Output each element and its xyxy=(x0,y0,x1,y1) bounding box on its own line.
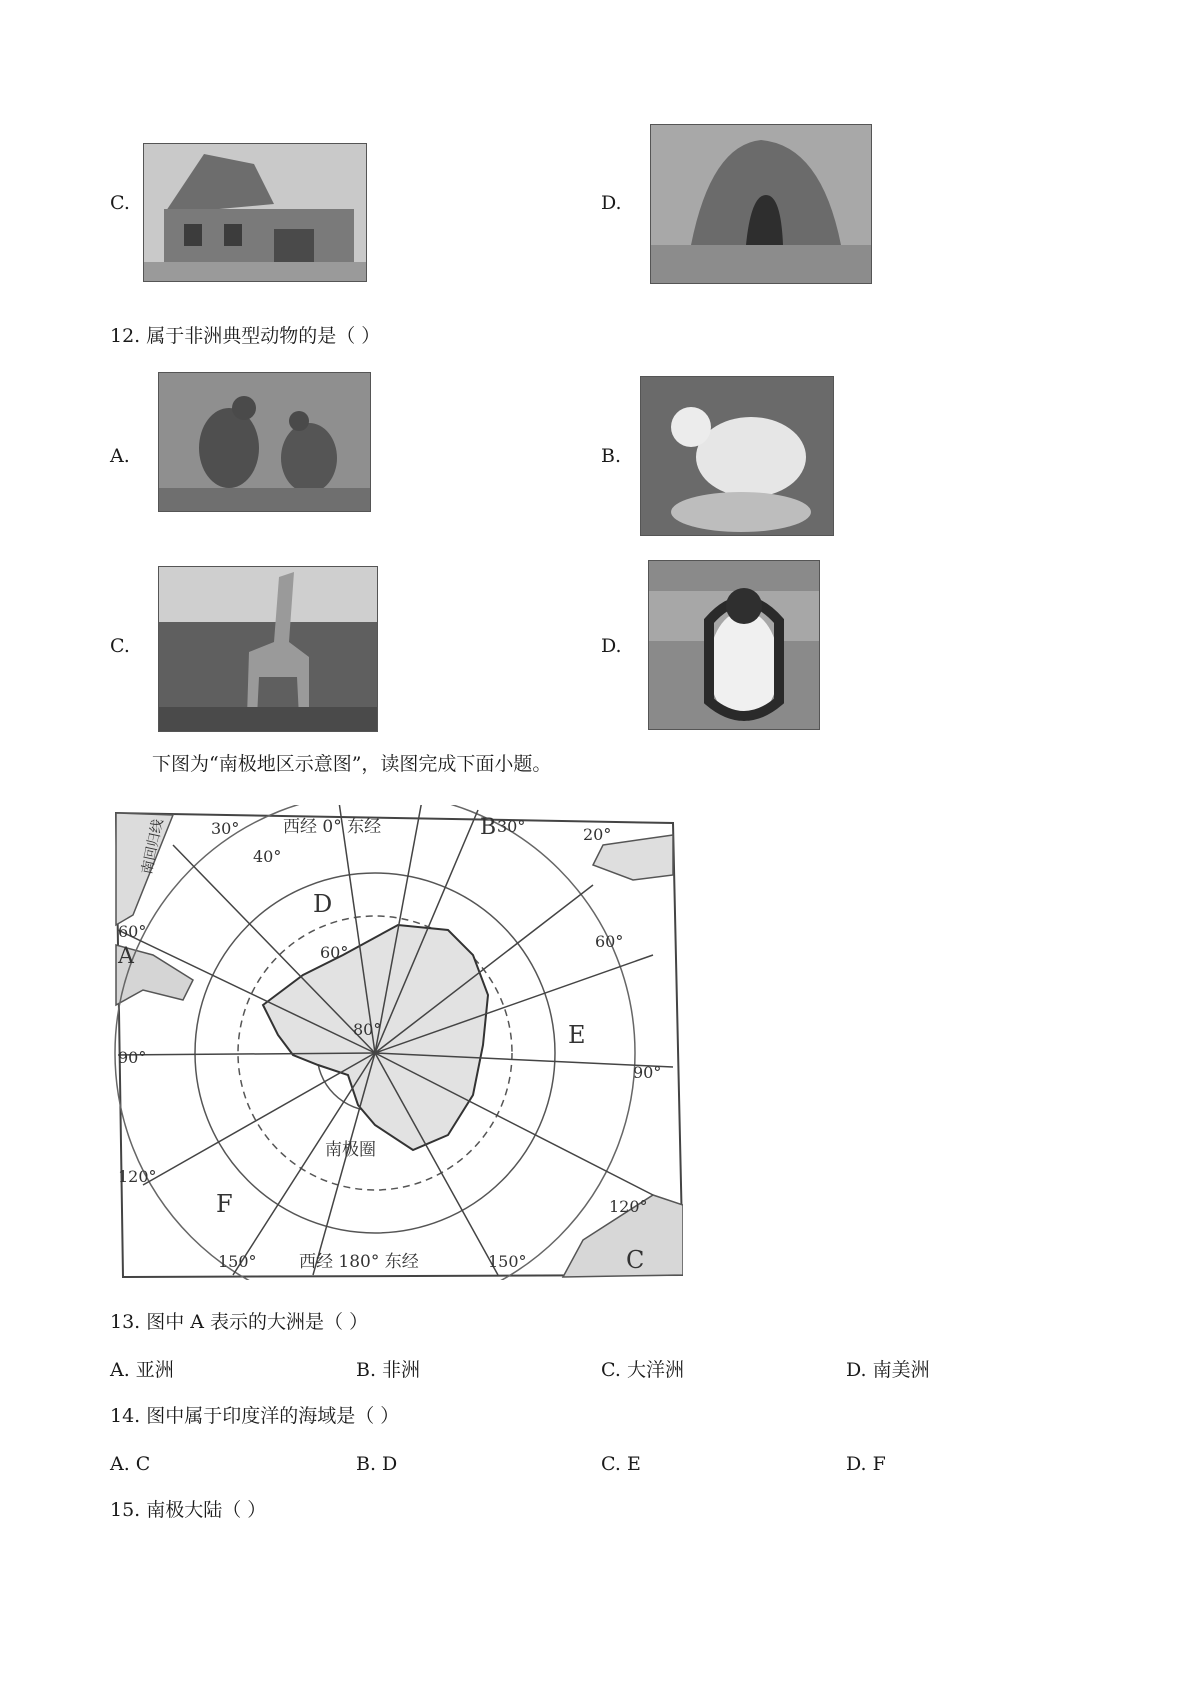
label-E: E xyxy=(568,1021,586,1049)
deg-60-top-label: 60° xyxy=(320,943,349,962)
deg-30-left-label: 30° xyxy=(211,819,240,838)
q12-option-a-kangaroo-image xyxy=(158,372,371,512)
q13-option-a: A. 亚洲 xyxy=(110,1359,174,1381)
label-F: F xyxy=(216,1190,233,1218)
label-B: B xyxy=(480,815,497,840)
label-D: D xyxy=(313,890,333,918)
deg-80-label: 80° xyxy=(353,1020,382,1039)
q12-option-b-polar-bear-image xyxy=(640,376,834,536)
antarctica-map xyxy=(113,805,683,1280)
q11-option-c-label: C. xyxy=(110,192,130,214)
deg-20-label: 20° xyxy=(583,825,612,844)
tropic-label: 南回归线 xyxy=(139,817,167,876)
deg-120-left-label: 120° xyxy=(118,1167,157,1186)
deg-40-label: 40° xyxy=(253,847,282,866)
deg-120-right-label: 120° xyxy=(609,1197,648,1216)
deg-30-right-label: 30° xyxy=(497,817,526,836)
q12-option-d-penguin-image xyxy=(648,560,820,730)
top-meridian-label: 西经 0° 东经 xyxy=(283,817,382,837)
label-C: C xyxy=(626,1246,645,1274)
deg-150-right-label: 150° xyxy=(488,1252,527,1271)
q13-option-d: D. 南美洲 xyxy=(846,1359,930,1381)
deg-60-right-label: 60° xyxy=(595,932,624,951)
map-intro-text: 下图为“南极地区示意图”，读图完成下面小题。 xyxy=(152,753,552,775)
deg-90-right-label: 90° xyxy=(633,1063,662,1082)
deg-90-left-label: 90° xyxy=(118,1048,147,1067)
q12-stem: 12. 属于非洲典型动物的是（ ） xyxy=(110,325,381,347)
q14-stem: 14. 图中属于印度洋的海域是（ ） xyxy=(110,1405,400,1427)
label-A: A xyxy=(118,944,134,969)
q12-option-a-label: A. xyxy=(110,445,130,467)
q14-option-d: D. F xyxy=(846,1453,886,1475)
q12-option-c-giraffe-image xyxy=(158,566,378,732)
q11-option-d-label: D. xyxy=(601,192,622,214)
q12-option-b-label: B. xyxy=(601,445,622,467)
q13-stem: 13. 图中 A 表示的大洲是（ ） xyxy=(110,1311,369,1333)
q13-option-c: C. 大洋洲 xyxy=(601,1359,684,1381)
q14-option-a: A. C xyxy=(110,1453,151,1475)
deg-150-left-label: 150° xyxy=(218,1252,257,1271)
antarctic-circle-label: 南极圈 xyxy=(325,1140,376,1160)
q14-option-c: C. E xyxy=(601,1453,641,1475)
bottom-meridian-label: 西经 180° 东经 xyxy=(299,1252,419,1272)
q15-stem: 15. 南极大陆（ ） xyxy=(110,1499,267,1521)
q11-option-d-hut-image xyxy=(650,124,872,284)
q13-option-b: B. 非洲 xyxy=(356,1359,421,1381)
deg-60-left-label: 60° xyxy=(118,922,147,941)
q11-option-c-house-image xyxy=(143,143,367,282)
q12-option-d-label: D. xyxy=(601,635,622,657)
q14-option-b: B. D xyxy=(356,1453,398,1475)
q12-option-c-label: C. xyxy=(110,635,130,657)
